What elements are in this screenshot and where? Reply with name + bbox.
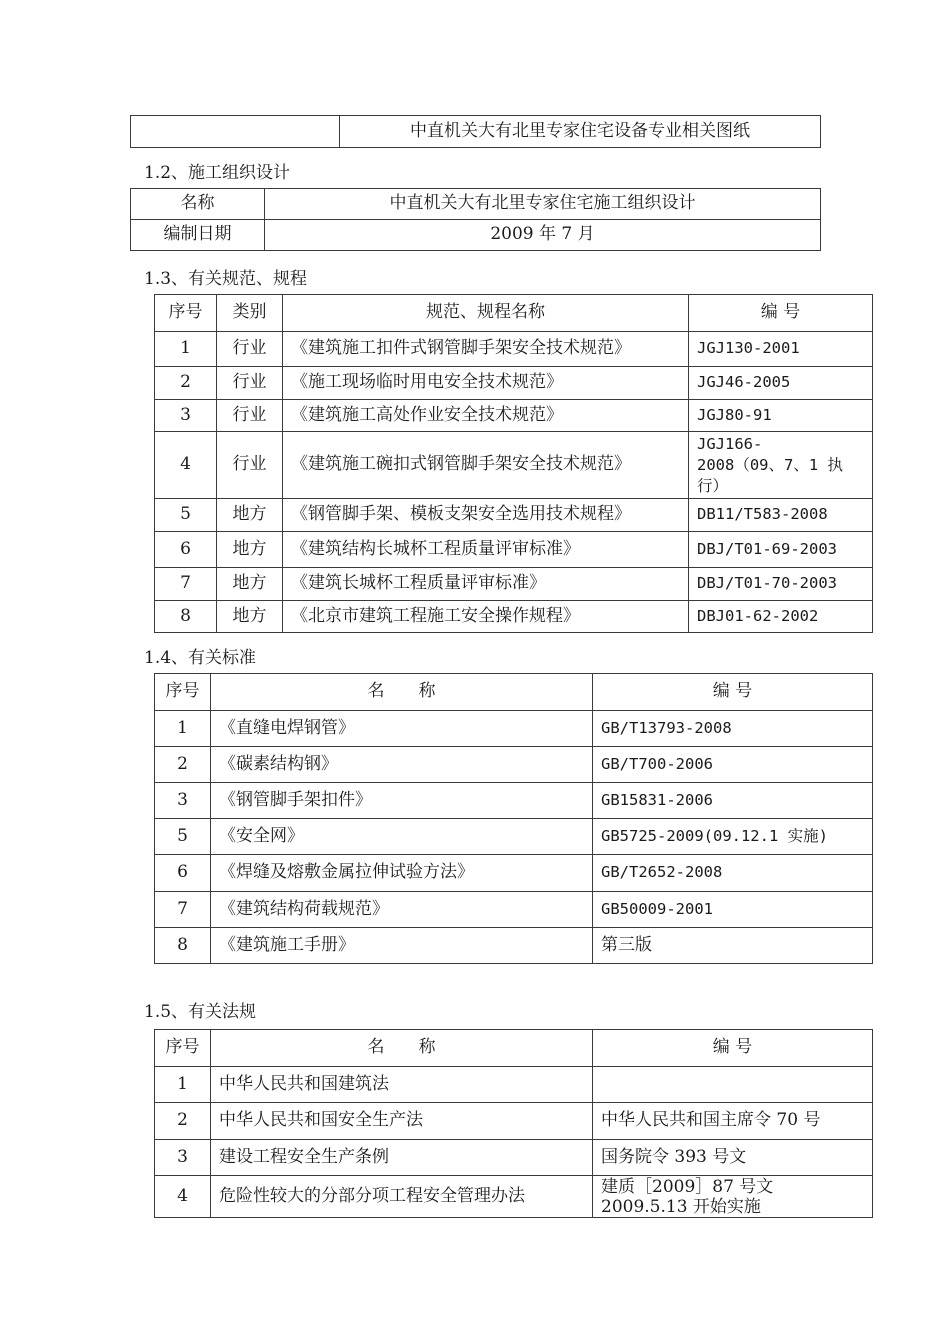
table-row [155, 1067, 873, 1103]
row-code: 国务院令 393 号文 [593, 1140, 873, 1176]
row-code [593, 1067, 873, 1103]
row-category: 行业 [217, 432, 283, 499]
row-name: 《建筑施工碗扣式钢管脚手架安全技术规范》 [283, 432, 689, 499]
design-value: 2009 年 7 月 [265, 220, 821, 251]
row-name: 中华人民共和国建筑法 [211, 1067, 593, 1103]
header-cell: 名 称 [211, 674, 593, 711]
row-name: 《施工现场临时用电安全技术规范》 [283, 367, 689, 400]
table-row [155, 1140, 873, 1176]
row-code: DBJ01-62-2002 [689, 601, 873, 633]
row-code-line: 2009.5.13 开始实施 [601, 1196, 761, 1217]
row-name: 《建筑长城杯工程质量评审标准》 [283, 568, 689, 601]
row-category: 地方 [217, 601, 283, 633]
row-category: 行业 [217, 400, 283, 432]
design-label: 名称 [131, 189, 265, 220]
regulations-table [154, 1029, 873, 1218]
row-no: 3 [155, 783, 211, 819]
section-1-5-title: 1.5、有关法规 [144, 1002, 257, 1022]
row-code [689, 432, 873, 499]
row-name: 《安全网》 [211, 819, 593, 855]
row-category: 行业 [217, 367, 283, 400]
header-cell: 编 号 [689, 295, 873, 332]
row-name: 《北京市建筑工程施工安全操作规程》 [283, 601, 689, 633]
row-name: 《建筑施工手册》 [211, 928, 593, 964]
row-no: 5 [155, 499, 217, 532]
row-no: 1 [155, 332, 217, 367]
section-1-2-title: 1.2、施工组织设计 [144, 163, 291, 183]
row-category: 行业 [217, 332, 283, 367]
row-no: 3 [155, 1140, 211, 1176]
row-name: 《直缝电焊钢管》 [211, 711, 593, 747]
row-no: 2 [155, 747, 211, 783]
table-row [155, 819, 873, 855]
row-no: 1 [155, 711, 211, 747]
row-name: 《建筑结构长城杯工程质量评审标准》 [283, 532, 689, 568]
table-row [155, 783, 873, 819]
table-row [155, 568, 873, 601]
row-code-line: 行） [697, 476, 729, 495]
row-code: GB5725-2009(09.12.1 实施) [593, 819, 873, 855]
row-code: GB15831-2006 [593, 783, 873, 819]
section-1-3-title: 1.3、有关规范、规程 [144, 269, 308, 289]
row-name: 中华人民共和国安全生产法 [211, 1103, 593, 1140]
top-right-cell: 中直机关大有北里专家住宅设备专业相关图纸 [340, 116, 821, 148]
header-cell: 编 号 [593, 674, 873, 711]
design-label: 编制日期 [131, 220, 265, 251]
table-row [155, 532, 873, 568]
row-no: 8 [155, 928, 211, 964]
top-left-cell [131, 116, 340, 148]
row-no: 7 [155, 892, 211, 928]
row-code: DBJ/T01-69-2003 [689, 532, 873, 568]
table-row [155, 400, 873, 432]
row-code-line: 建质［2009］87 号文 [601, 1176, 774, 1197]
design-table [130, 188, 821, 251]
table-row [155, 432, 873, 499]
row-no: 2 [155, 367, 217, 400]
row-code [593, 1176, 873, 1218]
row-no: 6 [155, 532, 217, 568]
row-no: 2 [155, 1103, 211, 1140]
row-code-line: JGJ166- [697, 434, 763, 453]
row-name: 《碳素结构钢》 [211, 747, 593, 783]
header-cell: 规范、规程名称 [283, 295, 689, 332]
table-row [155, 367, 873, 400]
row-code-line: 2008（09、7、1 执 [697, 455, 843, 474]
row-name: 危险性较大的分部分项工程安全管理办法 [211, 1176, 593, 1218]
row-no: 1 [155, 1067, 211, 1103]
header-cell: 序号 [155, 295, 217, 332]
specs-table [154, 294, 873, 633]
table-row [155, 855, 873, 892]
row-code: 中华人民共和国主席令 70 号 [593, 1103, 873, 1140]
table-row [155, 499, 873, 532]
row-code: JGJ130-2001 [689, 332, 873, 367]
row-code: JGJ46-2005 [689, 367, 873, 400]
row-category: 地方 [217, 499, 283, 532]
row-name: 《钢管脚手架扣件》 [211, 783, 593, 819]
standards-table [154, 673, 873, 964]
table-row [155, 892, 873, 928]
row-no: 6 [155, 855, 211, 892]
table-row [155, 332, 873, 367]
row-category: 地方 [217, 568, 283, 601]
header-cell: 编 号 [593, 1030, 873, 1067]
row-code: GB/T2652-2008 [593, 855, 873, 892]
row-code: GB/T13793-2008 [593, 711, 873, 747]
row-code: JGJ80-91 [689, 400, 873, 432]
design-value: 中直机关大有北里专家住宅施工组织设计 [265, 189, 821, 220]
row-code: DBJ/T01-70-2003 [689, 568, 873, 601]
row-category: 地方 [217, 532, 283, 568]
row-name: 《建筑施工扣件式钢管脚手架安全技术规范》 [283, 332, 689, 367]
row-name: 《建筑施工高处作业安全技术规范》 [283, 400, 689, 432]
header-cell: 序号 [155, 1030, 211, 1067]
header-cell: 序号 [155, 674, 211, 711]
section-1-4-title: 1.4、有关标准 [144, 648, 257, 668]
table-row [155, 711, 873, 747]
row-no: 4 [155, 432, 217, 499]
table-row [155, 1176, 873, 1218]
top-table [130, 115, 821, 148]
row-code: 第三版 [593, 928, 873, 964]
row-code: DB11/T583-2008 [689, 499, 873, 532]
table-row [155, 1103, 873, 1140]
row-code: GB/T700-2006 [593, 747, 873, 783]
table-row [155, 747, 873, 783]
row-no: 3 [155, 400, 217, 432]
row-name: 《焊缝及熔敷金属拉伸试验方法》 [211, 855, 593, 892]
row-no: 8 [155, 601, 217, 633]
row-code: GB50009-2001 [593, 892, 873, 928]
header-cell: 名 称 [211, 1030, 593, 1067]
table-row [155, 601, 873, 633]
row-name: 建设工程安全生产条例 [211, 1140, 593, 1176]
row-name: 《钢管脚手架、模板支架安全选用技术规程》 [283, 499, 689, 532]
table-row [155, 928, 873, 964]
header-cell: 类别 [217, 295, 283, 332]
row-no: 4 [155, 1176, 211, 1218]
row-no: 7 [155, 568, 217, 601]
row-name: 《建筑结构荷载规范》 [211, 892, 593, 928]
row-no: 5 [155, 819, 211, 855]
